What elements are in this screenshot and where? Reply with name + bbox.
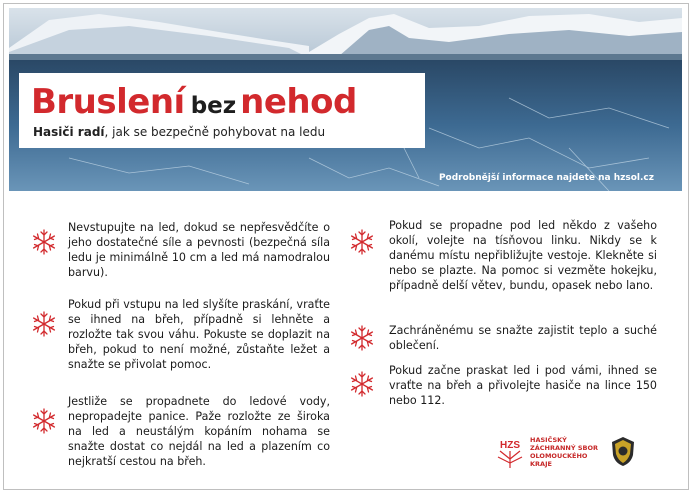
fire-brigade-badge-icon bbox=[611, 436, 635, 467]
snowflake-icon bbox=[349, 371, 375, 397]
title-box bbox=[19, 73, 425, 148]
org-line-4: KRAJE bbox=[530, 460, 552, 468]
poster-subtitle bbox=[33, 125, 325, 139]
org-line-3: OLOMOUCKÉHO bbox=[530, 452, 588, 460]
org-line-1: HASIČSKÝ bbox=[530, 436, 567, 444]
more-info-note: Podrobnější informace najdete na hzsol.cz bbox=[438, 173, 654, 183]
snowflake-icon bbox=[31, 408, 57, 434]
title-word-2: bez bbox=[190, 93, 237, 119]
org-name bbox=[530, 436, 598, 468]
poster-title bbox=[31, 82, 357, 122]
tip-right-3: Pokud začne praskat led i pod vámi, ihned se vraťte na břeh a přivolejte hasiče na lince 150 nebo 112. bbox=[389, 364, 657, 407]
title-word-1: Bruslení bbox=[31, 82, 185, 122]
snowflake-icon bbox=[31, 229, 57, 255]
tip-right-2: Zachráněnému se snažte zajistit teplo a suché oblečení. bbox=[389, 324, 657, 352]
tip-left-3: Jestliže se propadnete do ledové vody, nepropadejte panice. Paže rozložte ze široka na led a neustálým kopáním nohama se snažte dostat co nejdál na led a plazením co nejkratší cestou na břeh. bbox=[68, 395, 330, 468]
hzs-logo-icon bbox=[494, 437, 526, 469]
snowflake-icon bbox=[349, 229, 375, 255]
org-line-2: ZÁCHRANNÝ SBOR bbox=[530, 444, 599, 452]
title-word-3: nehod bbox=[240, 82, 357, 122]
snowflake-icon bbox=[349, 325, 375, 351]
subtitle-bold: Hasiči radí bbox=[33, 125, 105, 139]
snowflake-icon bbox=[31, 311, 57, 337]
tip-right-1: Pokud se propadne pod led někdo z vašeho okolí, volejte na tísňovou linku. Nikdy se k danému místu nepřibližujte vestoje. Klekněte si nebo se plazte. Na pomoc si vezměte hokejku, případně delší větev, bundu, opasek nebo lano. bbox=[389, 219, 657, 292]
subtitle-rest: , jak se bezpečně pohybovat na ledu bbox=[104, 125, 326, 139]
tip-left-1: Nevstupujte na led, dokud se nepřesvědčíte o jeho dostatečné síle a pevnosti (bezpečná síla ledu je minimálně 10 cm a led má namodralou barvu). bbox=[68, 221, 330, 279]
tip-left-2: Pokud při vstupu na led slyšíte praskání, vraťte se ihned na břeh, případně si lehněte a rozložte tak svou váhu. Pokuste se doplazit na břeh, pokud to není možné, zůstaňte ležet a snažte se přivolat pomoc. bbox=[68, 298, 330, 371]
hzs-abbr: HZS bbox=[500, 440, 520, 451]
hero-image bbox=[9, 8, 682, 191]
